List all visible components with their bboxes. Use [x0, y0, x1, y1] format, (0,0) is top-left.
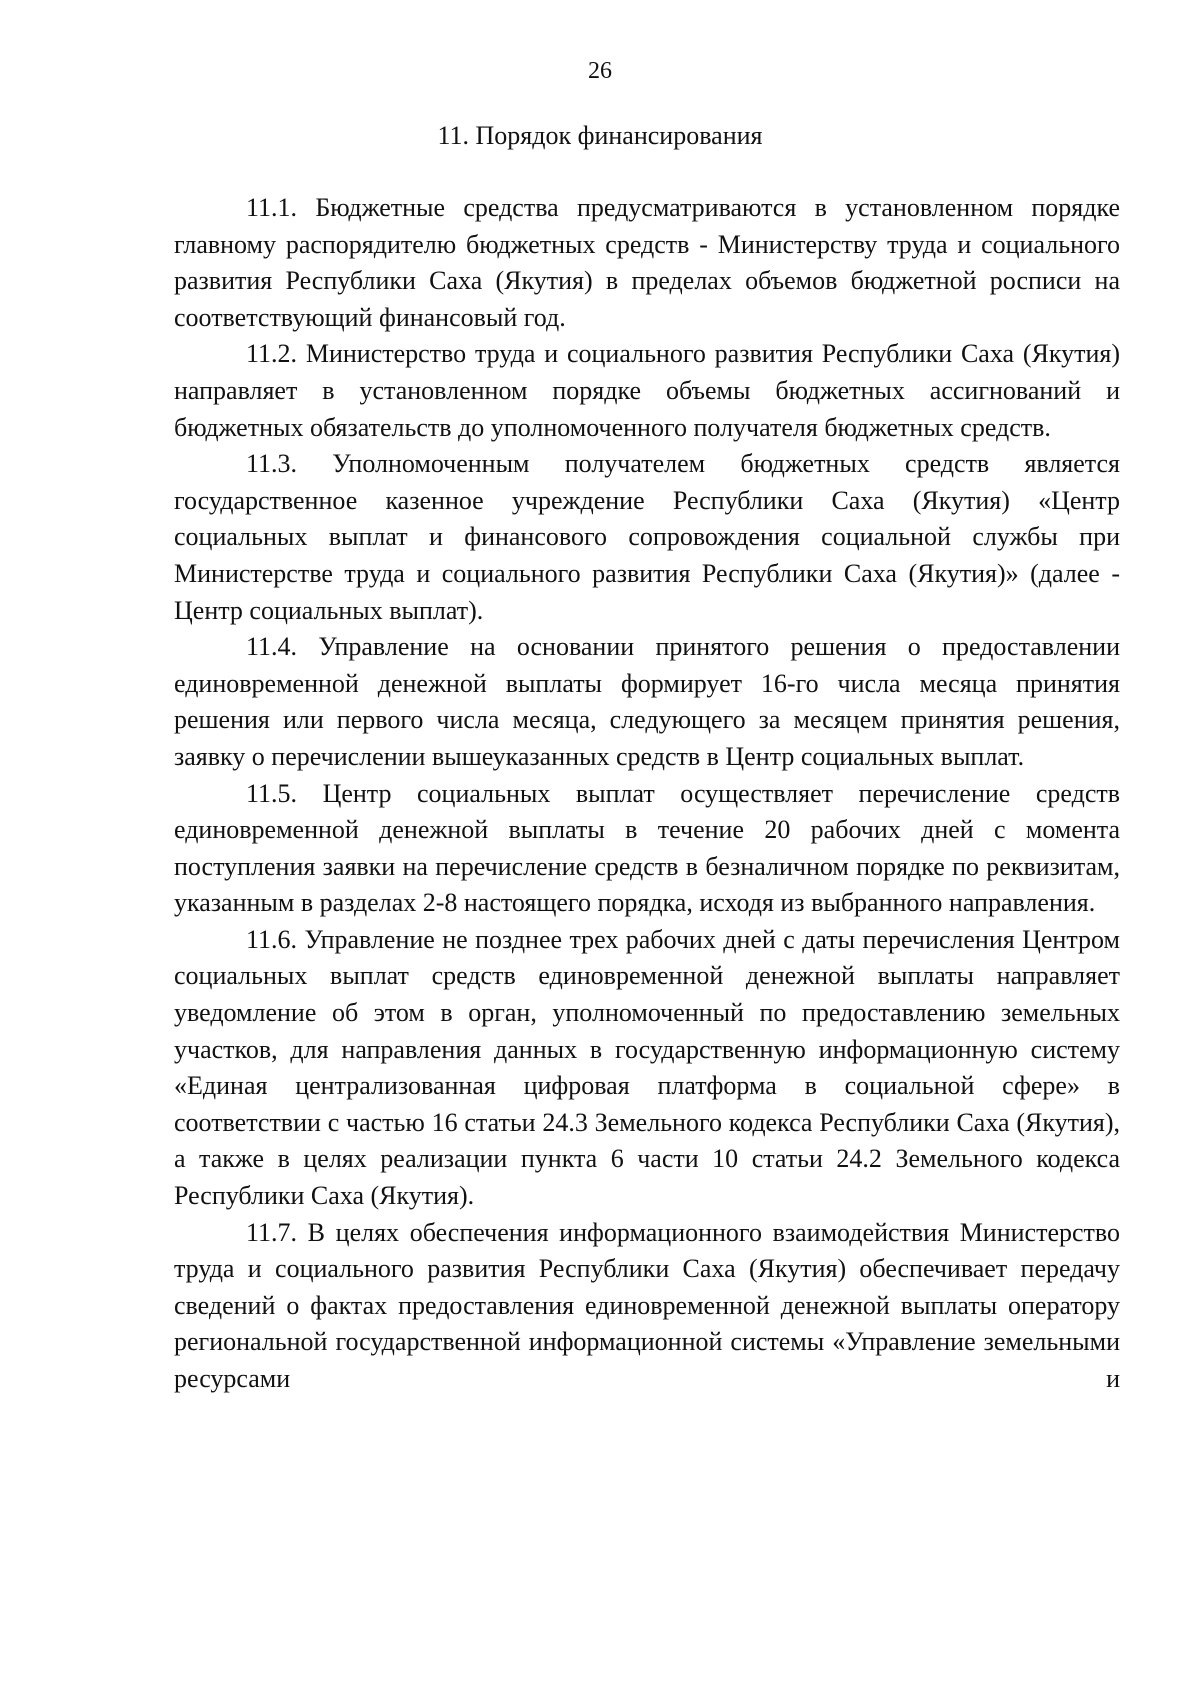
paragraph-11-5: 11.5. Центр социальных выплат осуществляет перечисление средств единовременной денежной выплаты в течение 20 рабочих дней с момента поступления заявки на перечисление средств в безналичном порядке по реквизитам, указанным в разделах 2-8 настоящего порядка, исходя из выбранного направления.	[174, 778, 1120, 918]
paragraph-11-3: 11.3. Уполномоченным получателем бюджетных средств является государственное казенное учреждение Республики Саха (Якутия) «Центр социальных выплат и финансового сопровождения социальной службы при Министерстве труда и социального развития Республики Саха (Якутия)» (далее - Центр социальных выплат).	[174, 449, 1120, 625]
section-title: 11. Порядок финансирования	[437, 121, 763, 150]
paragraph-11-7: 11.7. В целях обеспечения информационного взаимодействия Министерство труда и социального развития Республики Саха (Якутия) обеспечивает передачу сведений о фактах предоставления единовременной денежной выплаты оператору региональной государственной информационной системы «Управление земельными ресурсами и	[174, 1217, 1120, 1393]
paragraph-11-1: 11.1. Бюджетные средства предусматриваются в установленном порядке главному распорядителю бюджетных средств - Министерству труда и социального развития Республики Саха (Якутия) в пределах объемов бюджетной росписи на соответствующий финансовый год.	[174, 193, 1120, 332]
paragraph-11-2: 11.2. Министерство труда и социального развития Республики Саха (Якутия) направляет в установленном порядке объемы бюджетных ассигнований и бюджетных обязательств до уполномоченного получателя бюджетных средств.	[174, 339, 1120, 442]
page-number: 26	[588, 58, 612, 84]
paragraph-11-4: 11.4. Управление на основании принятого решения о предоставлении единовременной денежной выплаты формирует 16-го числа месяца принятия решения или первого числа месяца, следующего за месяцем принятия решения, заявку о перечислении вышеуказанных средств в Центр социальных выплат.	[174, 632, 1120, 771]
paragraph-11-6: 11.6. Управление не позднее трех рабочих дней с даты перечисления Центром социальных выплат средств единовременной денежной выплаты направляет уведомление об этом в орган, уполномоченный по предоставлению земельных участков, для направления данных в государственную информационную систему «Единая централизованная цифровая платформа в социальной сфере» в соответствии с частью 16 статьи 24.3 Земельного кодекса Республики Саха (Якутия), а также в целях реализации пункта 6 части 10 статьи 24.2 Земельного кодекса Республики Саха (Якутия).	[174, 924, 1120, 1211]
document-body	[174, 190, 1120, 1398]
